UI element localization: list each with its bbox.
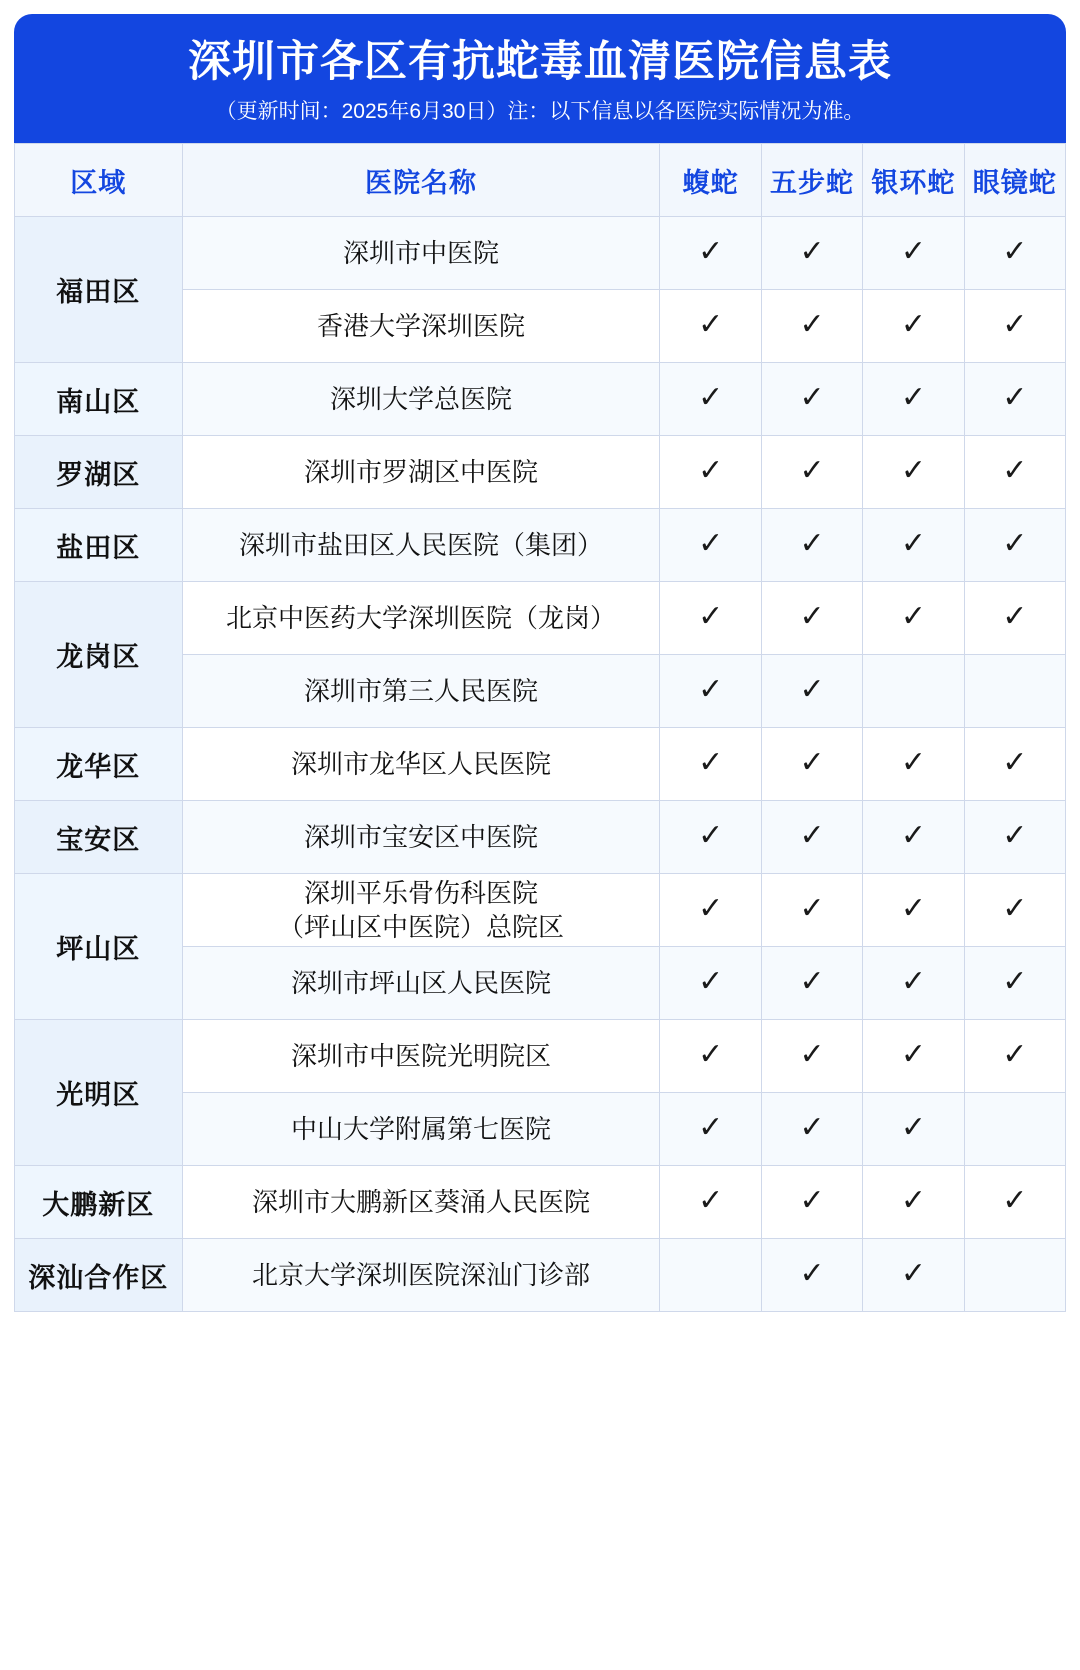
hospital-name-cell	[182, 217, 660, 290]
antivenom-availability-pit-viper	[660, 1020, 761, 1093]
region-cell: 大鹏新区	[15, 1166, 183, 1239]
antivenom-availability-pit-viper	[660, 217, 761, 290]
hospital-name-cell	[182, 728, 660, 801]
check-icon: ✓	[799, 380, 825, 414]
hospital-name-cell	[182, 363, 660, 436]
check-icon: ✓	[1002, 745, 1028, 779]
check-icon: ✓	[1002, 453, 1028, 487]
hospital-antivenom-table	[14, 143, 1066, 1312]
header-banner	[14, 14, 1066, 143]
hospital-name-line: 深圳市盐田区人民医院（集团）	[239, 530, 604, 561]
check-icon: ✓	[698, 672, 724, 706]
check-icon: ✓	[698, 818, 724, 852]
check-icon: ✓	[698, 453, 724, 487]
antivenom-availability-cobra	[964, 436, 1065, 509]
check-icon: ✓	[698, 1183, 724, 1217]
page-title: 深圳市各区有抗蛇毒血清医院信息表	[188, 38, 892, 86]
antivenom-availability-many-banded-krait	[863, 217, 964, 290]
hospital-name-line: 深圳市中医院光明院区	[291, 1041, 552, 1072]
table-row	[15, 363, 1066, 436]
check-icon: ✓	[698, 307, 724, 341]
antivenom-availability-five-pace-snake	[761, 1166, 862, 1239]
antivenom-availability-five-pace-snake	[761, 947, 862, 1020]
antivenom-availability-cobra	[964, 801, 1065, 874]
check-icon: ✓	[799, 964, 825, 998]
antivenom-availability-five-pace-snake	[761, 728, 862, 801]
antivenom-availability-pit-viper	[660, 947, 761, 1020]
hospital-name-cell	[182, 1093, 660, 1166]
region-cell: 宝安区	[15, 801, 183, 874]
table-body	[15, 217, 1066, 1312]
antivenom-availability-pit-viper	[660, 509, 761, 582]
hospital-name-line: 深圳市第三人民医院	[304, 676, 539, 707]
antivenom-availability-cobra	[964, 1020, 1065, 1093]
antivenom-availability-many-banded-krait	[863, 728, 964, 801]
table-header-row	[15, 144, 1066, 217]
check-icon: ✓	[799, 234, 825, 268]
antivenom-availability-cobra	[964, 509, 1065, 582]
hospital-name-cell	[182, 874, 660, 947]
check-icon: ✓	[799, 307, 825, 341]
antivenom-availability-cobra	[964, 947, 1065, 1020]
check-icon: ✓	[1002, 1183, 1028, 1217]
check-icon: ✓	[799, 1037, 825, 1071]
hospital-name-line: 深圳市坪山区人民医院	[291, 968, 552, 999]
hospital-name-line: 中山大学附属第七医院	[291, 1114, 552, 1145]
antivenom-availability-pit-viper	[660, 290, 761, 363]
antivenom-availability-cobra	[964, 1239, 1065, 1312]
antivenom-availability-many-banded-krait	[863, 1020, 964, 1093]
check-icon: ✓	[799, 599, 825, 633]
antivenom-availability-cobra	[964, 1093, 1065, 1166]
antivenom-availability-many-banded-krait	[863, 1093, 964, 1166]
check-icon: ✓	[698, 599, 724, 633]
hospital-name-cell	[182, 1239, 660, 1312]
table-row	[15, 801, 1066, 874]
hospital-name-line: 深圳市龙华区人民医院	[291, 749, 552, 780]
check-icon: ✓	[900, 1037, 926, 1071]
antivenom-availability-pit-viper	[660, 1093, 761, 1166]
hospital-name-cell	[182, 1166, 660, 1239]
region-cell: 坪山区	[15, 874, 183, 1020]
antivenom-availability-five-pace-snake	[761, 1239, 862, 1312]
hospital-name-cell	[182, 290, 660, 363]
antivenom-availability-many-banded-krait	[863, 509, 964, 582]
check-icon: ✓	[1002, 818, 1028, 852]
antivenom-availability-many-banded-krait	[863, 801, 964, 874]
check-icon: ✓	[900, 818, 926, 852]
check-icon: ✓	[900, 380, 926, 414]
check-icon: ✓	[698, 891, 724, 925]
check-icon: ✓	[900, 1256, 926, 1290]
hospital-name-line: 北京大学深圳医院深汕门诊部	[252, 1260, 591, 1291]
table-row	[15, 1239, 1066, 1312]
check-icon: ✓	[1002, 891, 1028, 925]
check-icon: ✓	[799, 526, 825, 560]
antivenom-availability-many-banded-krait	[863, 436, 964, 509]
check-icon: ✓	[900, 453, 926, 487]
hospital-name-line: 香港大学深圳医院	[317, 311, 526, 342]
hospital-name-line: 深圳平乐骨伤科医院	[304, 878, 539, 909]
hospital-name-line: 北京中医药大学深圳医院（龙岗）	[226, 603, 617, 634]
check-icon: ✓	[799, 1256, 825, 1290]
antivenom-availability-cobra	[964, 363, 1065, 436]
column-header-five-pace-snake: 五步蛇	[761, 144, 862, 217]
column-header-region: 区域	[15, 144, 183, 217]
antivenom-availability-cobra	[964, 655, 1065, 728]
antivenom-availability-many-banded-krait	[863, 655, 964, 728]
antivenom-availability-five-pace-snake	[761, 1020, 862, 1093]
table-row	[15, 509, 1066, 582]
antivenom-availability-many-banded-krait	[863, 290, 964, 363]
check-icon: ✓	[698, 1110, 724, 1144]
hospital-name-cell	[182, 509, 660, 582]
region-cell: 龙华区	[15, 728, 183, 801]
antivenom-availability-cobra	[964, 728, 1065, 801]
check-icon: ✓	[900, 891, 926, 925]
antivenom-availability-pit-viper	[660, 874, 761, 947]
antivenom-availability-five-pace-snake	[761, 509, 862, 582]
region-cell: 光明区	[15, 1020, 183, 1166]
check-icon: ✓	[1002, 526, 1028, 560]
hospital-name-line: 深圳市宝安区中医院	[304, 822, 539, 853]
antivenom-availability-many-banded-krait	[863, 874, 964, 947]
antivenom-availability-many-banded-krait	[863, 582, 964, 655]
check-icon: ✓	[1002, 964, 1028, 998]
hospital-name-cell	[182, 655, 660, 728]
antivenom-availability-pit-viper	[660, 801, 761, 874]
hospital-name-cell	[182, 436, 660, 509]
antivenom-availability-many-banded-krait	[863, 363, 964, 436]
check-icon: ✓	[900, 234, 926, 268]
antivenom-availability-five-pace-snake	[761, 217, 862, 290]
region-cell: 南山区	[15, 363, 183, 436]
antivenom-availability-pit-viper	[660, 1166, 761, 1239]
antivenom-availability-five-pace-snake	[761, 436, 862, 509]
hospital-name-line: 深圳市罗湖区中医院	[304, 457, 539, 488]
check-icon: ✓	[900, 964, 926, 998]
check-icon: ✓	[799, 891, 825, 925]
antivenom-availability-five-pace-snake	[761, 874, 862, 947]
region-cell: 盐田区	[15, 509, 183, 582]
check-icon: ✓	[900, 599, 926, 633]
check-icon: ✓	[698, 234, 724, 268]
antivenom-availability-cobra	[964, 874, 1065, 947]
hospital-name-cell	[182, 582, 660, 655]
page-subtitle: （更新时间：2025年6月30日）注：以下信息以各医院实际情况为准。	[215, 100, 865, 124]
hospital-name-line: 深圳市大鹏新区葵涌人民医院	[252, 1187, 591, 1218]
antivenom-availability-many-banded-krait	[863, 1166, 964, 1239]
check-icon: ✓	[900, 1110, 926, 1144]
check-icon: ✓	[1002, 234, 1028, 268]
check-icon: ✓	[1002, 1037, 1028, 1071]
check-icon: ✓	[698, 745, 724, 779]
antivenom-availability-five-pace-snake	[761, 655, 862, 728]
hospital-name-cell	[182, 947, 660, 1020]
check-icon: ✓	[698, 380, 724, 414]
column-header-hospital: 医院名称	[182, 144, 660, 217]
check-icon: ✓	[1002, 307, 1028, 341]
check-icon: ✓	[900, 526, 926, 560]
table-header	[15, 144, 1066, 217]
column-header-pit-viper: 蝮蛇	[660, 144, 761, 217]
table-row	[15, 1166, 1066, 1239]
antivenom-availability-pit-viper	[660, 1239, 761, 1312]
hospital-name-cell	[182, 801, 660, 874]
check-icon: ✓	[799, 745, 825, 779]
check-icon: ✓	[799, 818, 825, 852]
check-icon: ✓	[900, 745, 926, 779]
antivenom-availability-cobra	[964, 290, 1065, 363]
table-row	[15, 436, 1066, 509]
antivenom-availability-pit-viper	[660, 728, 761, 801]
check-icon: ✓	[698, 1037, 724, 1071]
antivenom-availability-pit-viper	[660, 582, 761, 655]
table-row	[15, 874, 1066, 947]
check-icon: ✓	[698, 964, 724, 998]
hospital-name-line: （坪山区中医院）总院区	[278, 912, 565, 943]
hospital-name-line: 深圳大学总医院	[330, 384, 513, 415]
check-icon: ✓	[698, 526, 724, 560]
antivenom-availability-many-banded-krait	[863, 947, 964, 1020]
hospital-name-cell	[182, 1020, 660, 1093]
antivenom-availability-five-pace-snake	[761, 290, 862, 363]
column-header-cobra: 眼镜蛇	[964, 144, 1065, 217]
antivenom-availability-pit-viper	[660, 363, 761, 436]
antivenom-availability-pit-viper	[660, 655, 761, 728]
table-row	[15, 1020, 1066, 1093]
antivenom-availability-cobra	[964, 217, 1065, 290]
antivenom-availability-five-pace-snake	[761, 1093, 862, 1166]
region-cell: 龙岗区	[15, 582, 183, 728]
antivenom-availability-five-pace-snake	[761, 801, 862, 874]
antivenom-availability-cobra	[964, 582, 1065, 655]
table-row	[15, 582, 1066, 655]
check-icon: ✓	[799, 453, 825, 487]
check-icon: ✓	[1002, 380, 1028, 414]
region-cell: 福田区	[15, 217, 183, 363]
check-icon: ✓	[1002, 599, 1028, 633]
column-header-many-banded-krait: 银环蛇	[863, 144, 964, 217]
antivenom-availability-five-pace-snake	[761, 363, 862, 436]
check-icon: ✓	[799, 1183, 825, 1217]
table-row	[15, 217, 1066, 290]
table-row	[15, 728, 1066, 801]
check-icon: ✓	[900, 1183, 926, 1217]
region-cell: 罗湖区	[15, 436, 183, 509]
antivenom-availability-cobra	[964, 1166, 1065, 1239]
check-icon: ✓	[799, 1110, 825, 1144]
region-cell: 深汕合作区	[15, 1239, 183, 1312]
antivenom-availability-many-banded-krait	[863, 1239, 964, 1312]
hospital-name-line: 深圳市中医院	[343, 238, 500, 269]
check-icon: ✓	[799, 672, 825, 706]
antivenom-availability-pit-viper	[660, 436, 761, 509]
antivenom-availability-five-pace-snake	[761, 582, 862, 655]
check-icon: ✓	[900, 307, 926, 341]
